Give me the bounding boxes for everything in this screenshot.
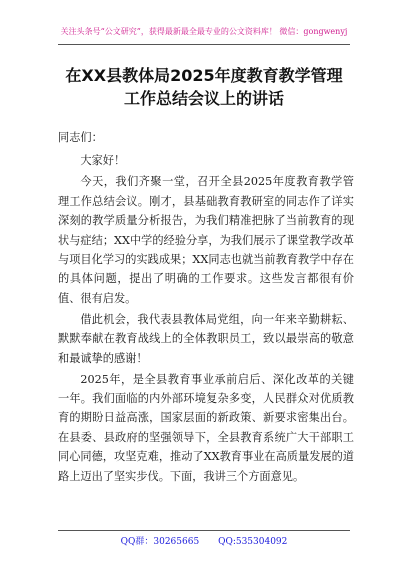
document-body bbox=[58, 128, 354, 488]
body-paragraph: 借此机会，我代表县教体局党组，向一年来辛勤耕耘、默默奉献在教育战线上的全体教职员工，致以最崇高的敬意和最诚挚的感谢！ bbox=[58, 312, 354, 365]
title-line-2: 工作总结会议上的讲话 bbox=[123, 89, 284, 108]
header-divider bbox=[58, 44, 350, 45]
salutation: 同志们： bbox=[58, 131, 103, 144]
footer bbox=[0, 534, 408, 547]
greeting: 大家好！ bbox=[80, 154, 126, 168]
body-paragraph: 2025年，是全县教育事业承前启后、深化改革的关键一年。我们面临的内外部环境复杂多变，人民群众对优质教育的期盼日益高涨，国家层面的新政策、新要求密集出台。在县委、县政府的坚强领导下，全县教育系统广大干部职工同心同德，攻坚克难，推动了XX教育事业在高质量发展的道路上迈出了坚实步伐。下面，我讲三个方面意见。 bbox=[58, 372, 354, 483]
header-banner: 关注头条号“公文研究”，获得最新最全最专业的公文资料库！ 微信：gongwenyj bbox=[60, 27, 348, 36]
footer-qq-group: QQ群：30265665 bbox=[120, 537, 200, 547]
document-title bbox=[0, 64, 408, 110]
footer-divider bbox=[58, 530, 350, 531]
footer-qq: QQ:535304092 bbox=[218, 537, 288, 547]
body-paragraph: 今天，我们齐聚一堂，召开全县2025年度教育教学管理工作总结会议。刚才，县基础教育教研室的同志作了详实深刻的教学质量分析报告，为我们精准把脉了当前教育的现状与症结；XX中学的经验分享，为我们展示了课堂教学改革与项目化学习的实践成果；XX同志也就当前教育教学中存在的具体问题，提出了明确的工作要求。这些发言都很有价值、很有启发。 bbox=[58, 175, 354, 305]
title-line-1: 在XX县教体局2025年度教育教学管理 bbox=[65, 66, 343, 85]
